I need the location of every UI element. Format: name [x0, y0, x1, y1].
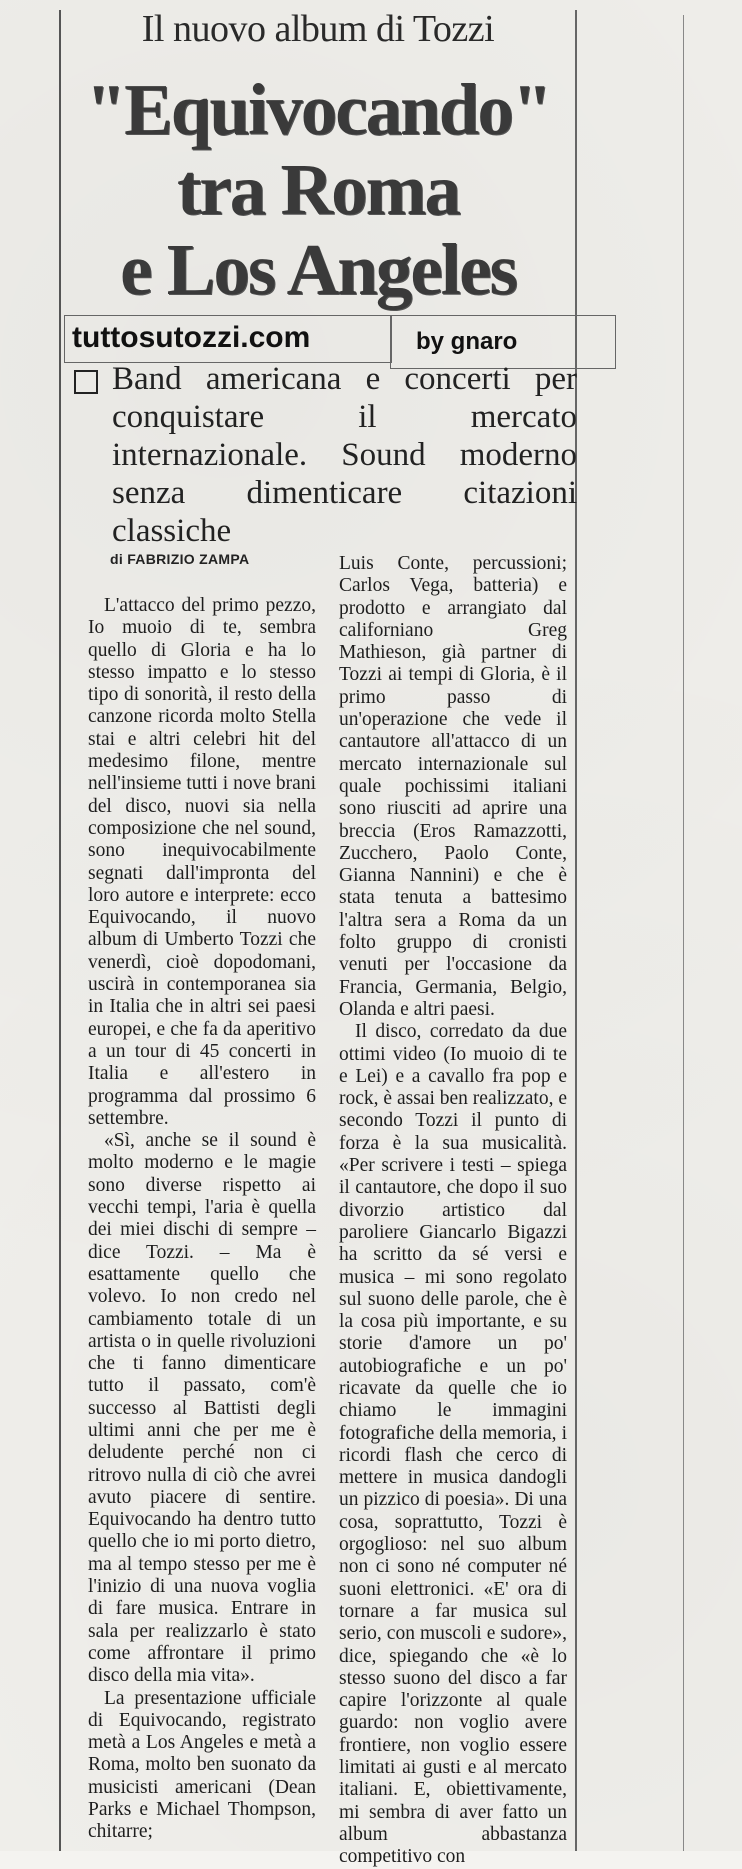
paragraph: L'attacco del primo pezzo, Io muoio di te, sembra quello di Gloria e ha lo stesso impatto e lo stesso tipo di sonorità, il resto della canzone ricorda molto Stella stai e altri celebri hit del medesimo filone, mentre nell'insieme tutti i nove brani del disco, nuovi sia nella composizione che nel sound, sono inequivocabilmente segnati dall'impronta del loro autore e interprete: ecco Equivocando, il nuovo album di Umberto Tozzi che venerdì, cioè dopodomani, uscirà in contemporanea sia in Italia che in altri sei paesi europei, e che fa da aperitivo a un tour di 45 concerti in Italia e all'estero in programma dal prossimo 6 settembre.	[88, 595, 316, 1129]
paragraph: Il disco, corredato da due ottimi video (Io muoio di te e Lei) e a cavallo fra pop e rock, è assai ben realizzato, e secondo Tozzi il punto di forza è la sua musicalità. «Per scrivere i testi – spiega il cantautore, che dopo il suo divorzio artistico dal paroliere Giancarlo Bigazzi ha scritto da sé versi e musica – mi sono regolato sul suono delle parole, che è la cosa più importante, e su storie d'amore un po' autobiografiche e un po' ricavate da quelle che io chiamo le immagini fotografiche della memoria, i ricordi flash che cerco di mettere in musica dandogli un pizzico di poesia». Di una cosa, soprattutto, Tozzi è orgoglioso: nel suo album non ci sono né computer né suoni elettronici. «E' ora di tornare a far musica sul serio, con muscoli e sudore», dice, spiegando che «è lo stesso suono del disco a far capire l'orizzonte al quale guardo: non voglio avere frontiere, non voglio essere limitati ai gusti e al mercato italiani. E, obiettivamente, mi sembra di aver fatto un album abbastanza competitivo con	[339, 1021, 567, 1868]
body-column-right	[339, 553, 567, 1869]
headline-line-2: tra Roma	[177, 149, 459, 230]
headline-line-3: e Los Angeles	[120, 229, 516, 310]
deck-subheadline: Band americana e concerti per conquistare il mercato internazionale. Sound moderno senza dimenticare citazioni classiche	[112, 361, 577, 549]
watermark-site: tuttosutozzi.com	[72, 321, 311, 354]
body-column-left	[88, 595, 316, 1844]
paragraph: «Sì, anche se il sound è molto moderno e le magie sono diverse rispetto ai vecchi tempi, l'aria è quella dei miei dischi di sempre – dice Tozzi. – Ma è esattamente quello che volevo. Io non credo nel cambiamento totale di un artista o in quelle rivoluzioni che ti fanno dimenticare tutto il passato, com'è successo al Battisti degli ultimi anni che per me è deludente perché non ci ritrovo nulla di ciò che avrei avuto piacere di sentire. Equivocando ha dentro tutto quello che io mi porto dietro, ma al tempo stesso per me è l'inizio di una nuova voglia di fare musica. Entrare in sala per realizzarlo è stato come affrontare il primo disco della mia vita».	[88, 1130, 316, 1687]
column-rule-left	[59, 10, 61, 1851]
paragraph: Luis Conte, percussioni; Carlos Vega, batteria) e prodotto e arrangiato dal californiano Greg Mathieson, già partner di Tozzi ai tempi di Gloria, è il primo passo di un'operazione che vede il cantautore all'attacco di un mercato internazionale sul quale pochissimi italiani sono riusciti ad aprire una breccia (Eros Ramazzotti, Zucchero, Paolo Conte, Gianna Nannini) e che è stata tenuta a battesimo l'altra sera a Roma da un folto gruppo di cronisti venuti per l'occasione da Francia, Germania, Belgio, Olanda e altri paesi.	[339, 553, 567, 1020]
column-rule-right	[575, 10, 577, 1851]
kicker: Il nuovo album di Tozzi	[141, 8, 495, 50]
headline-line-1: "Equivocando"	[85, 69, 551, 150]
headline	[62, 70, 574, 310]
watermark-by: by gnaro	[416, 328, 518, 355]
checkbox-bullet-icon	[74, 370, 98, 394]
paragraph: La presentazione ufficiale di Equivocando, registrato metà a Los Angeles e metà a Roma, molto ben suonato da musicisti americani (Dean Parks e Michael Thompson, chitarre;	[88, 1687, 316, 1843]
page-edge-rule	[683, 15, 684, 1851]
byline: di FABRIZIO ZAMPA	[110, 551, 250, 567]
